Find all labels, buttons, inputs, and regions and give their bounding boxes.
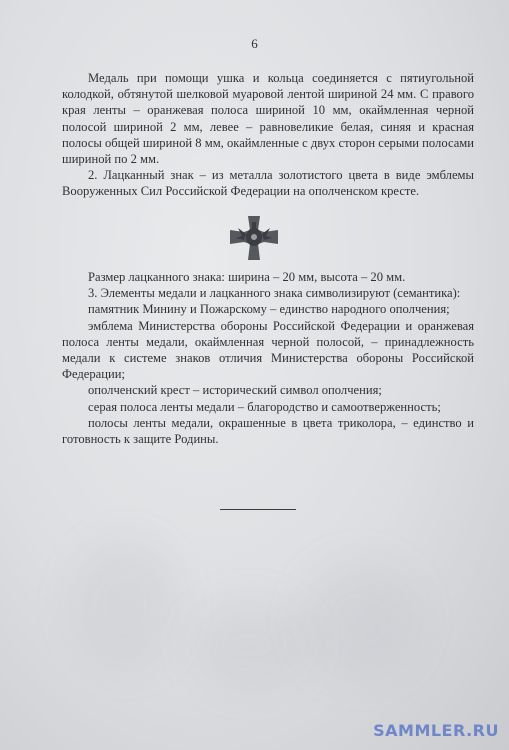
paragraph-semantics-emblem: эмблема Министерства обороны Российской Федерации и оранжевая полоса ленты медали, окаймленная черной полосой, – принадлежность медали к системе знаков отличия Министерства обороны Российской Федерации; — [62, 318, 474, 382]
paragraph-ribbon-description: Медаль при помощи ушка и кольца соединяется с пятиугольной колодкой, обтянутой шелковой муаровой лентой шириной 24 мм. С правого края ленты – оранжевая полоса шириной 10 мм, окаймленная черной полосой шириной 2 мм, левее – равновеликие белая, синяя и красная полосы общей шириной 8 мм, окаймленные с двух сторон серыми полосами шириной по 2 мм. — [62, 71, 474, 167]
bleed-through-shadow — [300, 560, 420, 680]
end-rule — [220, 509, 296, 510]
bleed-through-shadow — [70, 540, 180, 670]
paragraph-semantics-grey-stripe: серая полоса ленты медали – благородство и самоотверженность; — [88, 399, 441, 414]
paragraph-badge-size: Размер лацканного знака: ширина – 20 мм, высота – 20 мм. — [88, 270, 406, 284]
bleed-through-shadow — [190, 600, 310, 690]
paragraph-semantics-heading: 3. Элементы медали и лацканного знака символизируют (семантика): — [88, 286, 461, 301]
watermark: SAMMLER.RU — [373, 721, 499, 740]
paragraph-lapel-badge: 2. Лацканный знак – из металла золотистого цвета в виде эмблемы Вооруженных Сил Российской Федерации на ополченском кресте. — [62, 168, 474, 199]
paragraph-semantics-cross: ополченский крест – исторический символ ополчения; — [88, 383, 382, 398]
paragraph-semantics-monument: памятник Минину и Пожарскому – единство народного ополчения; — [88, 302, 450, 317]
text-block-bottom — [62, 269, 474, 447]
text-block-top — [62, 70, 474, 200]
lapel-badge-emblem-icon — [228, 214, 280, 262]
paragraph-semantics-tricolor: полосы ленты медали, окрашенные в цвета триколора, – единство и готовность к защите Родины. — [62, 415, 474, 447]
page-number: 6 — [251, 36, 258, 51]
